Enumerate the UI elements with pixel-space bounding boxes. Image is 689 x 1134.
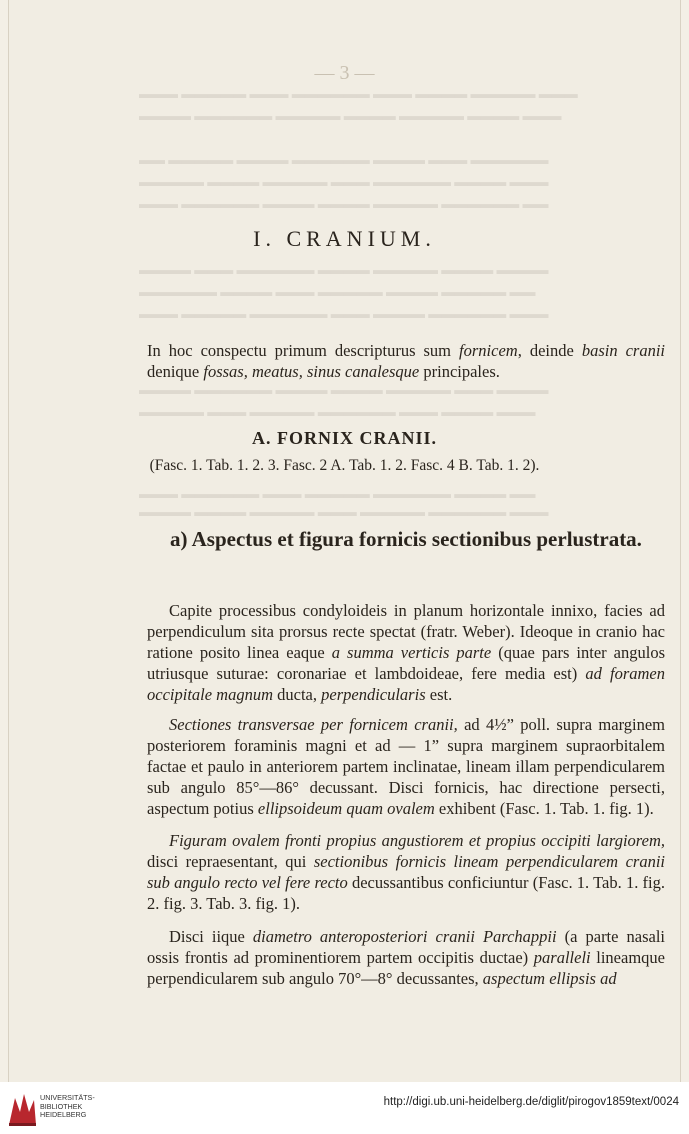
section-title: I. CRANIUM. <box>253 226 436 251</box>
show-through-texture: ▬▬▬▬ ▬▬▬▬▬▬ ▬▬▬▬▬ ▬▬▬▬ ▬▬▬▬▬ ▬▬▬▬ ▬▬▬ <box>139 108 562 123</box>
show-through-texture: ▬▬▬ ▬▬▬▬▬▬ ▬▬▬▬ ▬▬▬▬ ▬▬▬▬▬ ▬▬▬▬▬▬ ▬▬ <box>139 196 549 211</box>
bold-heading: a) Aspectus et figura fornicis sectionibus perlustrata. <box>170 527 642 551</box>
show-through-texture: ▬▬▬▬▬ ▬▬▬▬ ▬▬▬▬▬ ▬▬▬ ▬▬▬▬▬▬ ▬▬▬▬ ▬▬▬ <box>139 174 549 189</box>
paragraph-3: Figuram ovalem fronti propius angustiorem et propius occipiti largiorem, disci repraesentant, qui sectionibus fornicis lineam perpendicularem cranii sub angulo recto vel fere recto decussantibus conficiuntur (Fasc. 1. Tab. 1. fig. 2. fig. 3. Tab. 3. fig. 1). <box>147 831 665 913</box>
show-through-texture: ▬▬▬▬ ▬▬▬▬ ▬▬▬▬▬ ▬▬▬ ▬▬▬▬▬ ▬▬▬▬▬▬ ▬▬▬ <box>139 504 549 519</box>
plate-reference: (Fasc. 1. Tab. 1. 2. 3. Fasc. 2 A. Tab. 1. 2. Fasc. 4 B. Tab. 1. 2). <box>149 457 540 474</box>
subsection-heading: A. FORNIX CRANII. <box>251 428 437 448</box>
page-number: — 3 — <box>314 62 375 84</box>
library-name: UNIVERSITÄTS- BIBLIOTHEK HEIDELBERG <box>40 1093 95 1120</box>
book-page <box>8 0 681 1082</box>
show-through-texture: ▬▬▬▬▬▬ ▬▬▬▬ ▬▬▬ ▬▬▬▬▬ ▬▬▬▬ ▬▬▬▬▬ ▬▬ <box>139 284 536 299</box>
intro-paragraph: In hoc conspectu primum descripturus sum fornicem, deinde basin cranii denique fossas, meatus, sinus canalesque principales. <box>147 341 666 381</box>
paragraph-4: Disci iique diametro anteroposteriori cranii Parchappii (a parte nasali ossis frontis ad prominentiorem partem occipitis ductae) paralleli lineamque perpendicularem sub angulo 70°—8° decussantes, aspectum ellipsis ad <box>147 927 665 988</box>
show-through-texture: ▬▬▬ ▬▬▬▬▬ ▬▬▬▬▬▬ ▬▬▬ ▬▬▬▬ ▬▬▬▬▬▬ ▬▬▬ <box>139 306 549 321</box>
paragraph-2: Sectiones transversae per fornicem cranii, ad 4½” poll. supra marginem posteriorem foraminis magni et ad — 1” supra marginem supraorbitalem factae et paulo in anteriorem partem inclinatae, lineam illam perpendicularem sub angulo 85°—86° decussant. Disci fornicis, hac directione persecti, aspectum potius ellipsoideum quam ovalem exhibent (Fasc. 1. Tab. 1. fig. 1). <box>147 715 666 818</box>
source-url-link[interactable]: http://digi.ub.uni-heidelberg.de/diglit/pirogov1859text/0024 <box>383 1096 679 1108</box>
paragraph-1: Capite processibus condyloideis in planum horizontale innixo, facies ad perpendiculum sita prorsus recte spectat (fratr. Weber). Ideoque in cranio hac ratione posito linea eaque a summa verticis parte (quae pars inter angulos utriusque suturae: coronariae et lambdoideae, fere media est) ad foramen occipitale magnum ducta, perpendicularis est. <box>147 601 665 704</box>
show-through-texture: ▬▬▬▬▬ ▬▬▬ ▬▬▬▬▬ ▬▬▬▬▬▬ ▬▬▬ ▬▬▬▬ ▬▬▬ <box>139 404 536 419</box>
library-logo-icon <box>6 1090 38 1128</box>
show-through-texture: ▬▬▬▬ ▬▬▬ ▬▬▬▬▬▬ ▬▬▬▬ ▬▬▬▬▬ ▬▬▬▬ ▬▬▬▬ <box>139 262 549 277</box>
show-through-texture: ▬▬▬ ▬▬▬▬▬ ▬▬▬ ▬▬▬▬▬▬ ▬▬▬ ▬▬▬▬ ▬▬▬▬▬ ▬▬▬ <box>139 86 578 101</box>
show-through-texture: ▬▬▬ ▬▬▬▬▬▬ ▬▬▬ ▬▬▬▬▬ ▬▬▬▬▬▬ ▬▬▬▬ ▬▬ <box>139 486 536 501</box>
show-through-texture: ▬▬ ▬▬▬▬▬ ▬▬▬▬ ▬▬▬▬▬▬ ▬▬▬▬ ▬▬▬ ▬▬▬▬▬▬ <box>139 152 549 167</box>
show-through-texture: ▬▬▬▬ ▬▬▬▬▬▬ ▬▬▬▬ ▬▬▬▬ ▬▬▬▬▬ ▬▬▬ ▬▬▬▬ <box>139 382 549 397</box>
